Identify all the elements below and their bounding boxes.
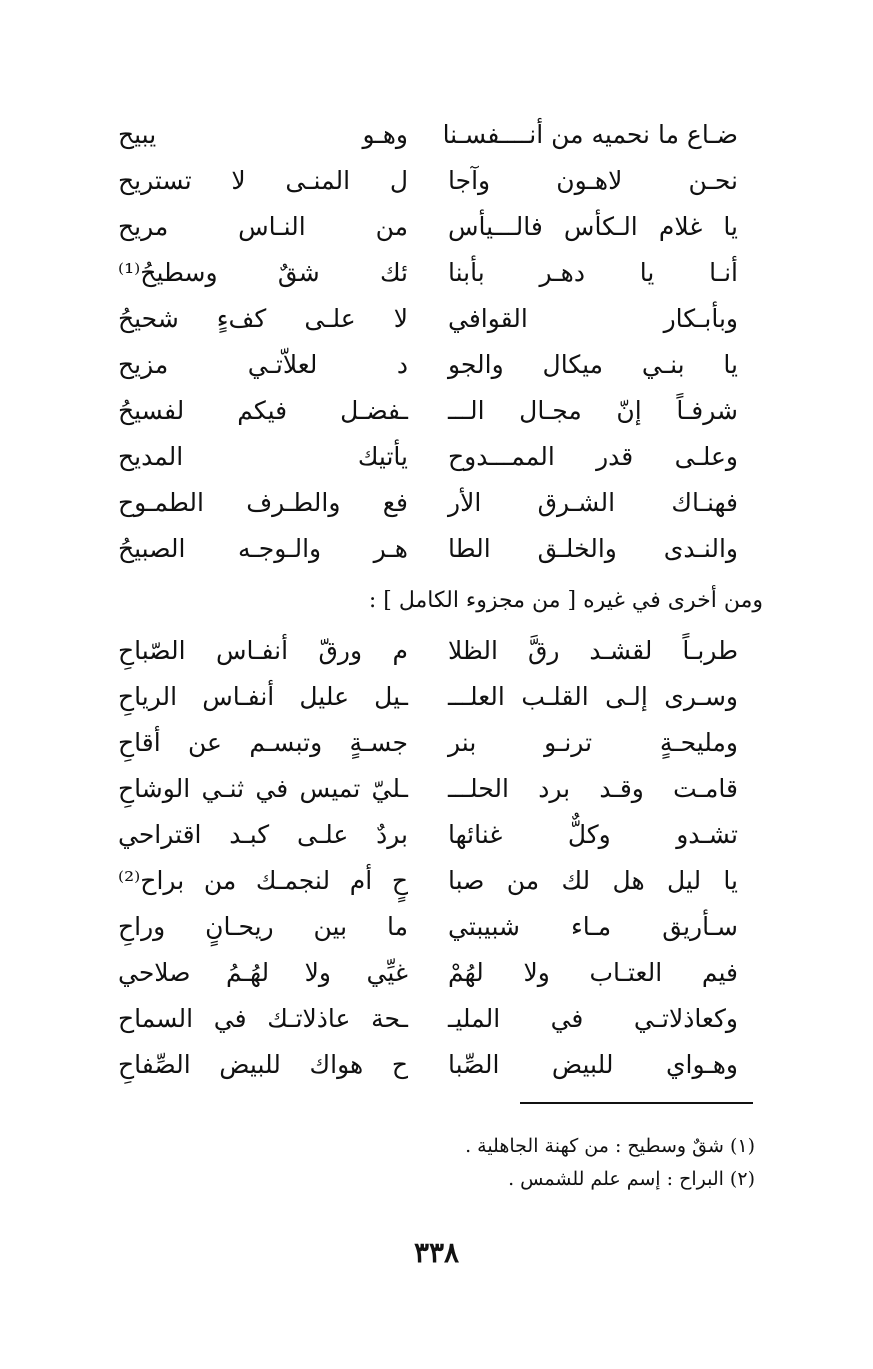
second-hemistich: ل المنـى لا تستريح xyxy=(118,166,408,195)
second-hemistich: ـيل عليل أنفـاس الرياحِ xyxy=(118,682,408,711)
second-hemistich: يأتيك المديح xyxy=(118,442,408,471)
verse-line xyxy=(118,250,738,296)
first-hemistich: تشـدو وكلٌّ غنائها xyxy=(448,820,738,849)
second-hemistich: فع والطـرف الطمـوح xyxy=(118,488,408,517)
first-hemistich: سـأريق مـاء شبيبتي xyxy=(448,912,738,941)
first-hemistich: ضـاع ما نحميه من أنــــفسـنا xyxy=(442,120,738,149)
verse-line xyxy=(118,296,738,342)
second-hemistich: وهـو يبيح xyxy=(118,120,408,149)
verse-line xyxy=(118,674,738,720)
second-hemistich: ما بين ريحـانٍ وراحِ xyxy=(118,912,408,941)
second-hemistich: ـليّ تميس في ثنـي الوشاحِ xyxy=(118,774,408,803)
verse-line xyxy=(118,342,738,388)
second-hemistich: لا علـى كفءٍ شحيحُ xyxy=(118,304,408,333)
second-hemistich: جسـةٍ وتبسـم عن أقاحِ xyxy=(118,728,408,757)
verse-line xyxy=(118,766,738,812)
second-hemistich: حٍ أم لنجمـك من براح⁽²⁾ xyxy=(118,866,408,895)
first-hemistich: يا بنـي ميكال والجو xyxy=(448,350,738,379)
second-hemistich: ـحة عاذلاتـك في السماح xyxy=(118,1004,408,1033)
verse-line xyxy=(118,1042,738,1088)
verse-line xyxy=(118,434,738,480)
footnotes xyxy=(465,1130,755,1196)
footnote: (١) شقٌ وسطيح : من كهنة الجاهلية . xyxy=(465,1135,755,1157)
first-hemistich: يا ليل هل لك من صبا xyxy=(448,866,738,895)
verse-line xyxy=(118,388,738,434)
first-hemistich: وعلـى قدر الممـــدوح xyxy=(448,442,738,471)
verse-line xyxy=(118,812,738,858)
second-hemistich: هـر والـوجـه الصبيحُ xyxy=(118,534,408,563)
first-hemistich: ومليحـةٍ ترنـو بنر xyxy=(448,728,738,757)
first-hemistich: أنـا يا دهـر بأبنا xyxy=(448,258,738,287)
second-hemistich: م ورقّ أنفـاس الصّباحِ xyxy=(118,636,408,665)
page-number: ٣٣٨ xyxy=(413,1236,460,1269)
verse-line xyxy=(118,112,738,158)
first-hemistich: شرفـاً إنّ مجـال الـــ xyxy=(448,396,738,425)
first-hemistich: فيم العتـاب ولا لهُمْ xyxy=(448,958,738,987)
verse-line xyxy=(118,480,738,526)
first-hemistich: نحـن لاهـون وآجا xyxy=(448,166,738,195)
first-hemistich: والنـدى والخلـق الطا xyxy=(448,534,738,563)
second-hemistich: غيِّي ولا لهُـمُ صلاحي xyxy=(118,958,408,987)
poem-intro-heading: ومن أخرى في غيره [ من مجزوء الكامل ] : xyxy=(368,588,763,613)
first-hemistich: وكعاذلاتـي في المليـ xyxy=(448,1004,738,1033)
first-hemistich: وسـرى إلـى القلـب العلـــ xyxy=(448,682,738,711)
first-hemistich: طربـاً لقشـد رقَّ الظلا xyxy=(448,636,738,665)
verse-line xyxy=(118,526,738,572)
footnote-separator xyxy=(520,1102,753,1104)
verse-line xyxy=(118,904,738,950)
verse-line xyxy=(118,204,738,250)
first-hemistich: يا غلام الـكأس فالـــيأس xyxy=(448,212,738,241)
verse-line xyxy=(118,858,738,904)
first-hemistich: قامـت وقـد برد الحلـــ xyxy=(448,774,738,803)
poem-second xyxy=(118,628,738,1088)
verse-line xyxy=(118,628,738,674)
first-hemistich: وبأبـكار القوافي xyxy=(448,304,738,333)
verse-line xyxy=(118,158,738,204)
second-hemistich: من النـاس مريح xyxy=(118,212,408,241)
first-hemistich: فهنـاك الشـرق الأر xyxy=(448,488,738,517)
footnote: (٢) البراح : إسم علم للشمس . xyxy=(508,1168,755,1190)
verse-line xyxy=(118,950,738,996)
second-hemistich: ـفضـل فيكم لفسيحُ xyxy=(118,396,408,425)
first-hemistich: وهـواي للبيض الصِّبا xyxy=(448,1050,738,1079)
verse-line xyxy=(118,996,738,1042)
second-hemistich: بردٌ علـى كبـد اقتراحي xyxy=(118,820,408,849)
second-hemistich: ئك شقٌ وسطيحُ⁽¹⁾ xyxy=(118,258,408,287)
verse-line xyxy=(118,720,738,766)
poem-first xyxy=(118,112,738,572)
second-hemistich: ح هواك للبيض الصِّفاحِ xyxy=(118,1050,408,1079)
second-hemistich: د لعلاّتـي مزيح xyxy=(118,350,408,379)
